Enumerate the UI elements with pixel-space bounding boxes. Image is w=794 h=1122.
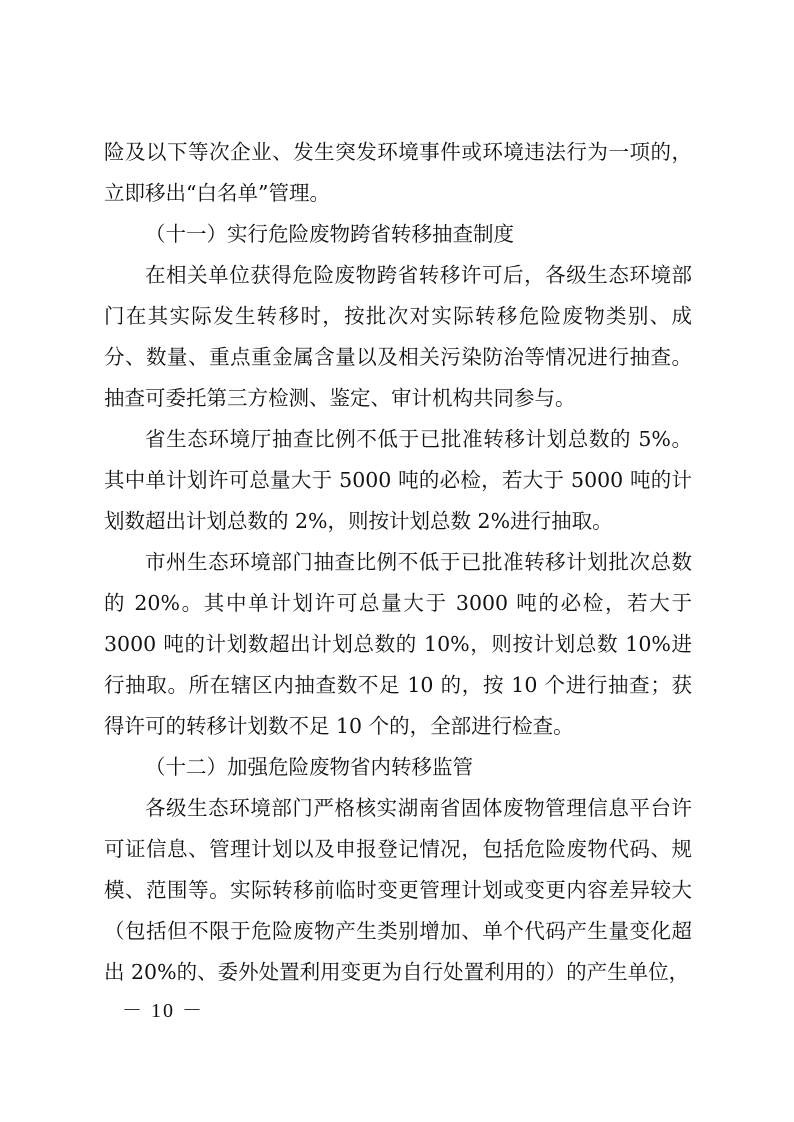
section-heading-11: （十一）实行危险废物跨省转移抽查制度	[145, 222, 514, 246]
section-heading-12: （十二）加强危险废物省内转移监管	[145, 755, 473, 779]
page-number: － 10 －	[122, 1000, 204, 1022]
paragraph: 在相关单位获得危险废物跨省转移许可后，各级生态环境部门在其实际发生转移时，按批次对实际转移危险废物类别、成分、数量、重点重金属含量以及相关污染防治等情况进行抽查。抽查可委托第三方检测、鉴定、审计机构共同参与。	[104, 263, 692, 410]
paragraph-continued: 险及以下等次企业、发生突发环境事件或环境违法行为一项的，立即移出“白名单”管理。	[104, 140, 692, 205]
paragraph: 市州生态环境部门抽查比例不低于已批准转移计划批次总数的 20%。其中单计划许可总量大于 3000 吨的必检，若大于 3000 吨的计划数超出计划总数的 10%，则按计划总数 10%进行抽取。所在辖区内抽查数不足 10 的，按 10 个进行抽查；获得许可的转移计划数不足 10 个的，全部进行检查。	[104, 550, 692, 738]
paragraph: 省生态环境厅抽查比例不低于已批准转移计划总数的 5%。其中单计划许可总量大于 5000 吨的必检，若大于 5000 吨的计划数超出计划总数的 2%，则按计划总数 2%进行抽取。	[104, 427, 692, 533]
paragraph: 各级生态环境部门严格核实湖南省固体废物管理信息平台许可证信息、管理计划以及申报登记情况，包括危险废物代码、规模、范围等。实际转移前临时变更管理计划或变更内容差异较大（包括但不限于危险废物产生类别增加、单个代码产生量变化超出 20%的、委外处置利用变更为自行处置利用的）的产生单位，	[104, 796, 692, 984]
document-body	[104, 132, 692, 993]
